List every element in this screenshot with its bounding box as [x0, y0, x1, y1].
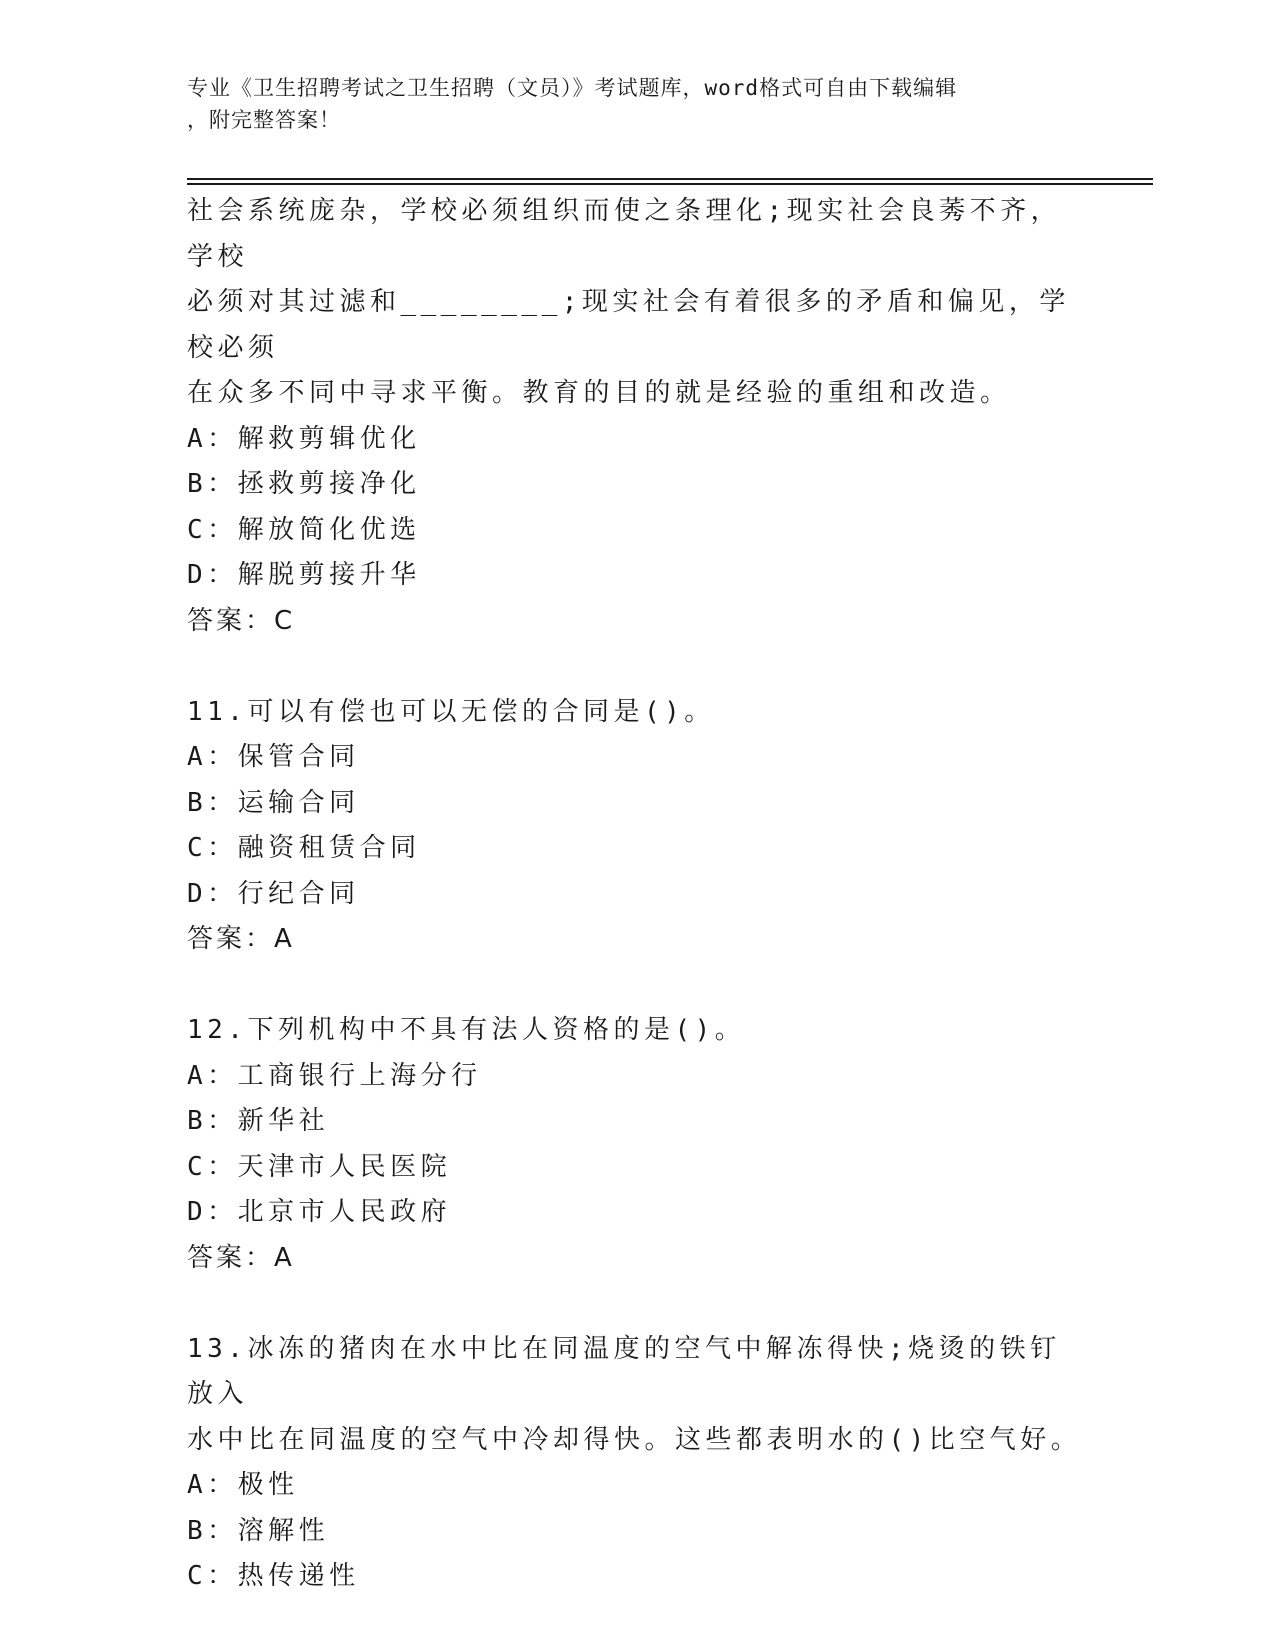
answer-line: 答案：A [187, 1242, 295, 1273]
option-c: C：热传递性 [187, 1561, 360, 1591]
document-header [187, 72, 1067, 136]
header-divider-top [187, 178, 1153, 180]
option-d: D：北京市人民政府 [187, 1197, 452, 1227]
answer-line: 答案：A [187, 924, 295, 954]
option-b: B：溶解性 [187, 1515, 330, 1546]
spacer [187, 644, 1087, 690]
spacer [187, 963, 1087, 1009]
option-c: C：解放简化优选 [187, 514, 421, 545]
header-divider-bottom [187, 183, 1153, 185]
question-10 [187, 189, 1087, 644]
header-title-line-2: ，附完整答案！ [187, 108, 341, 132]
option-b: B：运输合同 [187, 787, 360, 818]
option-b: B：新华社 [187, 1106, 330, 1136]
option-a: A：解救剪辑优化 [187, 423, 421, 454]
question-stem-line: 在众多不同中寻求平衡。教育的目的就是经验的重组和改造。 [187, 378, 1011, 408]
option-b: B：拯救剪接净化 [187, 469, 421, 499]
question-11 [187, 690, 1087, 963]
option-d: D：行纪合同 [187, 878, 360, 909]
answer-line: 答案：C [187, 605, 296, 636]
spacer [187, 1281, 1087, 1327]
question-stem-line: 13.冰冻的猪肉在水中比在同温度的空气中解冻得快;烧烫的铁钉放入 [187, 1333, 1061, 1409]
option-a: A：工商银行上海分行 [187, 1060, 482, 1091]
question-stem-line: 12.下列机构中不具有法人资格的是()。 [187, 1015, 746, 1045]
question-list [187, 189, 1087, 1600]
question-stem-line: 社会系统庞杂，学校必须组织而使之条理化;现实社会良莠不齐，学校 [187, 196, 1062, 272]
question-stem-line: 必须对其过滤和________;现实社会有着很多的矛盾和偏见，学校必须 [187, 287, 1070, 363]
question-stem-line: 11.可以有偿也可以无偿的合同是()。 [187, 696, 715, 727]
option-a: A：保管合同 [187, 742, 360, 772]
question-13 [187, 1327, 1087, 1600]
header-title-line-1: 专业《卫生招聘考试之卫生招聘（文员）》考试题库，word格式可自由下载编辑 [187, 76, 958, 100]
option-d: D：解脱剪接升华 [187, 560, 421, 590]
option-c: C：融资租赁合同 [187, 833, 421, 863]
question-12 [187, 1008, 1087, 1281]
option-a: A：极性 [187, 1470, 299, 1500]
option-c: C：天津市人民医院 [187, 1151, 452, 1182]
question-stem-line: 水中比在同温度的空气中冷却得快。这些都表明水的()比空气好。 [187, 1424, 1082, 1455]
